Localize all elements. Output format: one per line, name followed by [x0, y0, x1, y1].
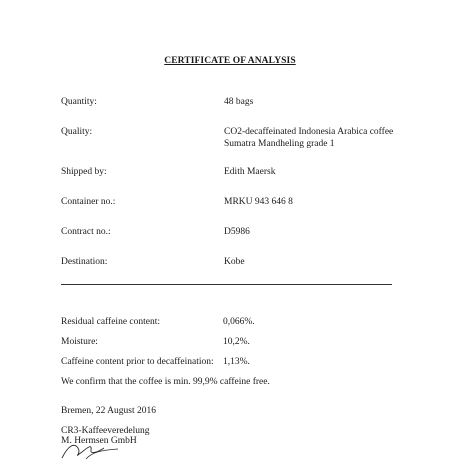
handwritten-signature: [58, 440, 138, 460]
quantity-value: 48 bags: [224, 97, 254, 107]
company-name-line1: CR3-Kaffeeveredelung: [61, 426, 150, 436]
moisture-value: 10,2%.: [223, 337, 250, 347]
destination-label: Destination:: [61, 257, 108, 267]
residual-caffeine-label: Residual caffeine content:: [61, 317, 161, 327]
container-value: MRKU 943 646 8: [224, 197, 293, 207]
destination-value: Kobe: [224, 257, 245, 267]
divider-line: [61, 284, 392, 285]
quality-label: Quality:: [61, 127, 93, 137]
quality-value-line2: Sumatra Mandheling grade 1: [224, 139, 335, 149]
contract-label: Contract no.:: [61, 227, 111, 237]
moisture-label: Moisture:: [61, 337, 98, 347]
caffeine-prior-label: Caffeine content prior to decaffeination:: [61, 357, 214, 367]
quality-value: CO2-decaffeinated Indonesia Arabica coffee: [224, 127, 394, 137]
residual-caffeine-value: 0,066%.: [223, 317, 255, 327]
shipped-by-label: Shipped by:: [61, 167, 107, 177]
container-label: Container no.:: [61, 197, 116, 207]
place-date: Bremen, 22 August 2016: [61, 406, 156, 416]
company-name-line2: M. Hermsen GmbH: [61, 436, 137, 446]
caffeine-prior-value: 1,13%.: [223, 357, 250, 367]
shipped-by-value: Edith Maersk: [224, 167, 276, 177]
contract-value: D5986: [224, 227, 250, 237]
document-title: CERTIFICATE OF ANALYSIS: [164, 56, 296, 66]
quantity-label: Quantity:: [61, 97, 97, 107]
confirmation-text: We confirm that the coffee is min. 99,9% caffeine free.: [61, 377, 270, 387]
